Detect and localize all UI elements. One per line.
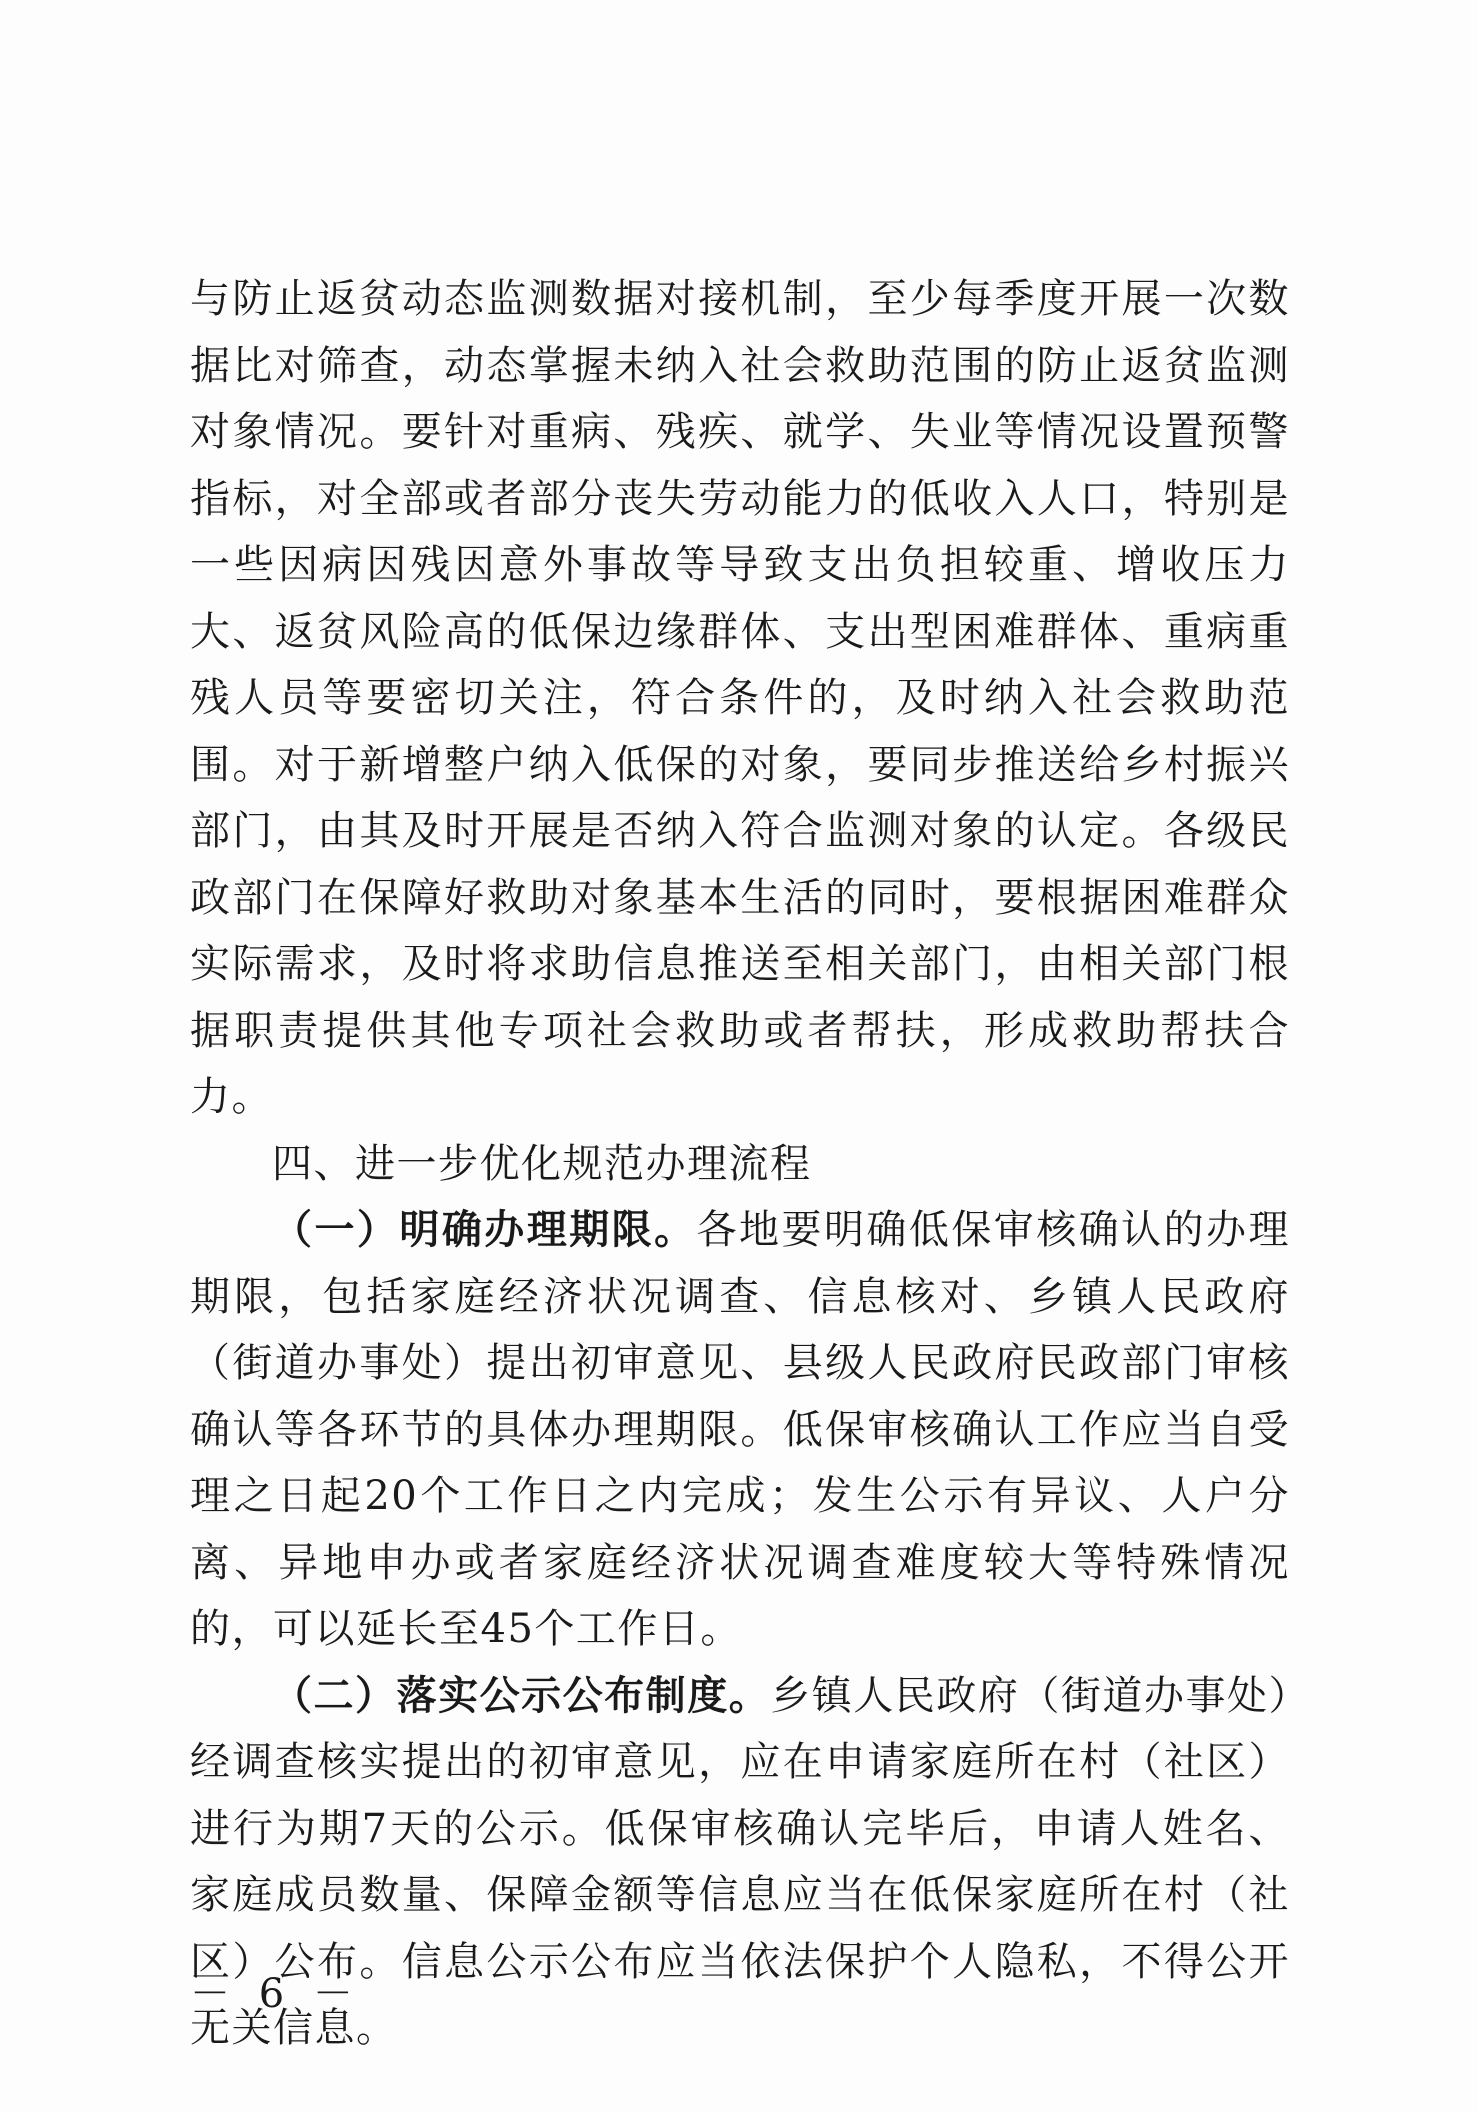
document-body [190, 266, 1290, 2062]
page-number: － 6 － [190, 1971, 361, 2017]
item-lead-1: （一）明确办理期限。 [272, 1206, 697, 1253]
item-body-2: 乡镇人民政府（街道办事处）经调查核实提出的初审意见，应在申请家庭所在村（社区）进行为期7天的公示。低保审核确认完毕后，申请人姓名、家庭成员数量、保障金额等信息应当在低保家庭所在村（社区）公布。信息公示公布应当依法保护个人隐私，不得公开无关信息。 [190, 1672, 1290, 2051]
section-heading-4: 四、进一步优化规范办理流程 [272, 1140, 812, 1187]
paragraph-item-1 [190, 1197, 1290, 1663]
item-lead-2: （二）落实公示公布制度。 [272, 1671, 771, 1719]
paragraph-continuation: 与防止返贫动态监测数据对接机制，至少每季度开展一次数据比对筛查，动态掌握未纳入社会救助范围的防止返贫监测对象情况。要针对重病、残疾、就学、失业等情况设置预警指标，对全部或者部分丧失劳动能力的低收入人口，特别是一些因病因残因意外事故等导致支出负担较重、增收压力大、返贫风险高的低保边缘群体、支出型困难群体、重病重残人员等要密切关注，符合条件的，及时纳入社会救助范围。对于新增整户纳入低保的对象，要同步推送给乡村振兴部门，由其及时开展是否纳入符合监测对象的认定。各级民政部门在保障好救助对象基本生活的同时，要根据困难群众实际需求，及时将求助信息推送至相关部门，由相关部门根据职责提供其他专项社会救助或者帮扶，形成救助帮扶合力。 [190, 276, 1290, 1120]
item-body-1: 各地要明确低保审核确认的办理期限，包括家庭经济状况调查、信息核对、乡镇人民政府（街道办事处）提出初审意见、县级人民政府民政部门审核确认等各环节的具体办理期限。低保审核确认工作应当自受理之日起20个工作日之内完成；发生公示有异议、人户分离、异地申办或者家庭经济状况调查难度较大等特殊情况的，可以延长至45个工作日。 [190, 1207, 1291, 1652]
